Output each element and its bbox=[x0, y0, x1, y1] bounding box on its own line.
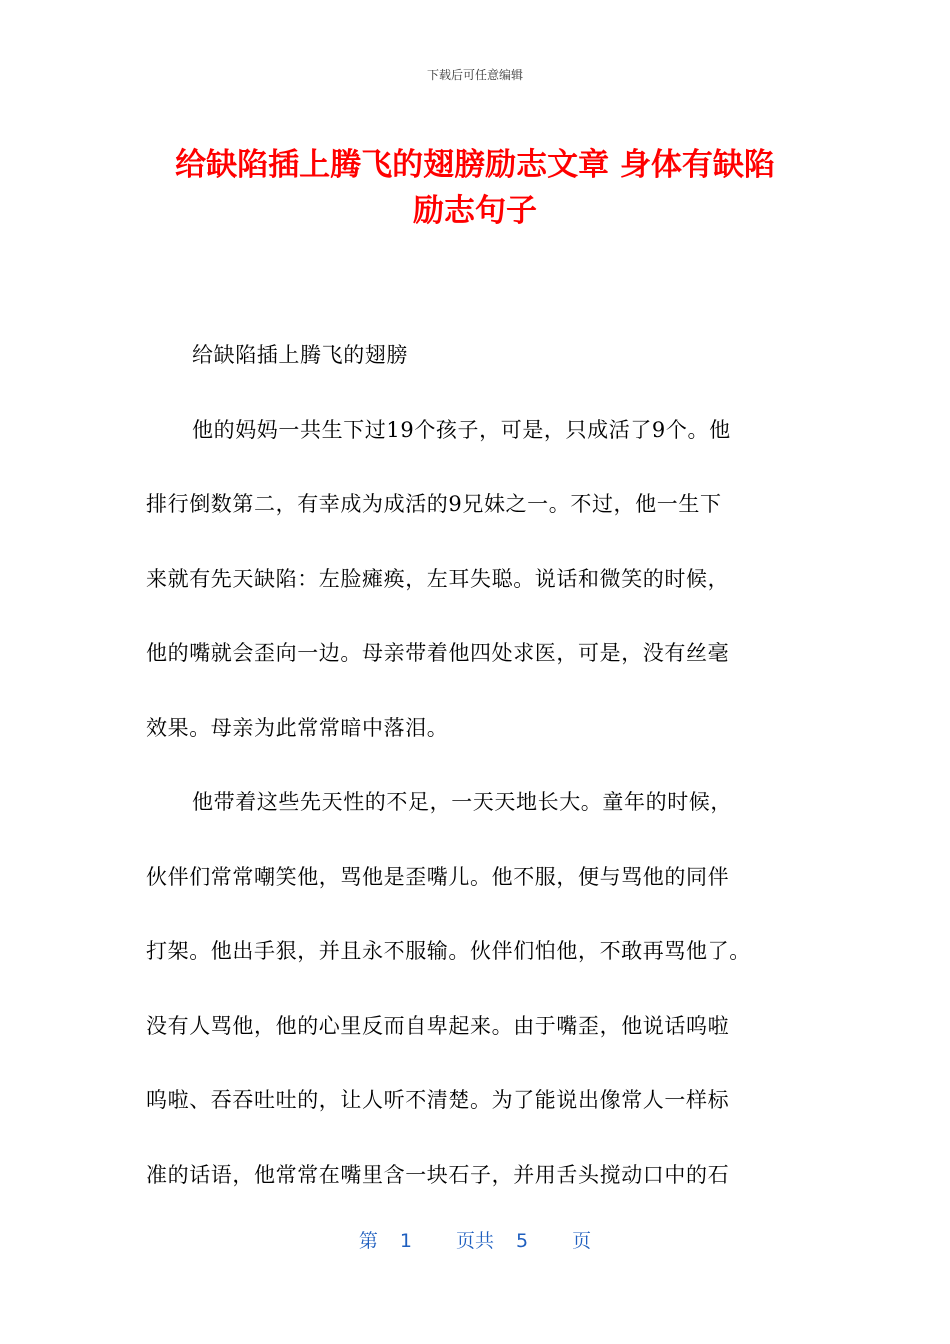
section-subtitle: 给缺陷插上腾飞的翅膀 bbox=[192, 343, 408, 367]
paragraph-1-line-2: 排行倒数第二，有幸成为成活的9兄妹之一。不过，他一生下 bbox=[146, 492, 722, 516]
paragraph-2-line-2: 伙伴们常常嘲笑他，骂他是歪嘴儿。他不服，便与骂他的同伴 bbox=[146, 864, 730, 889]
paragraph-1-line-3: 来就有先天缺陷：左脸瘫痪，左耳失聪。说话和微笑的时候， bbox=[146, 566, 730, 591]
paragraph-1 bbox=[146, 393, 808, 766]
document-body bbox=[146, 318, 808, 1212]
paragraph-1-line-1: 他的妈妈一共生下过19个孩子，可是，只成活了9个。他 bbox=[192, 417, 731, 442]
footer-total-pages: 5 bbox=[516, 1230, 529, 1252]
paragraph-2-line-5: 呜啦、吞吞吐吐的，让人听不清楚。为了能说出像常人一样标 bbox=[146, 1088, 730, 1112]
paragraph-2-line-4: 没有人骂他，他的心里反而自卑起来。由于嘴歪，他说话呜啦 bbox=[146, 1013, 730, 1038]
paragraph-1-line-5: 效果。母亲为此常常暗中落泪。 bbox=[146, 715, 449, 740]
paragraph-2 bbox=[146, 765, 808, 1212]
footer-current-page: 1 bbox=[399, 1230, 412, 1252]
paragraph-2-line-1: 他带着这些先天性的不足，一天天地长大。童年的时候， bbox=[192, 790, 732, 814]
footer-suffix: 页 bbox=[572, 1230, 592, 1252]
header-note: 下载后可任意编辑 bbox=[426, 68, 523, 82]
paragraph-1-line-4: 他的嘴就会歪向一边。母亲带着他四处求医，可是，没有丝毫 bbox=[146, 641, 730, 665]
document-title bbox=[140, 142, 810, 234]
page-footer bbox=[0, 1226, 950, 1253]
title-line-1: 给缺陷插上腾飞的翅膀励志文章 身体有缺陷 bbox=[175, 147, 775, 183]
footer-prefix: 第 bbox=[358, 1230, 378, 1252]
footer-middle: 页共 bbox=[455, 1230, 494, 1252]
paragraph-2-line-3: 打架。他出手狠，并且永不服输。伙伴们怕他，不敢再骂他了。 bbox=[146, 939, 751, 963]
paragraph-2-line-6: 准的话语，他常常在嘴里含一块石子，并用舌头搅动口中的石 bbox=[146, 1162, 730, 1187]
title-line-2: 励志句子 bbox=[413, 193, 537, 229]
